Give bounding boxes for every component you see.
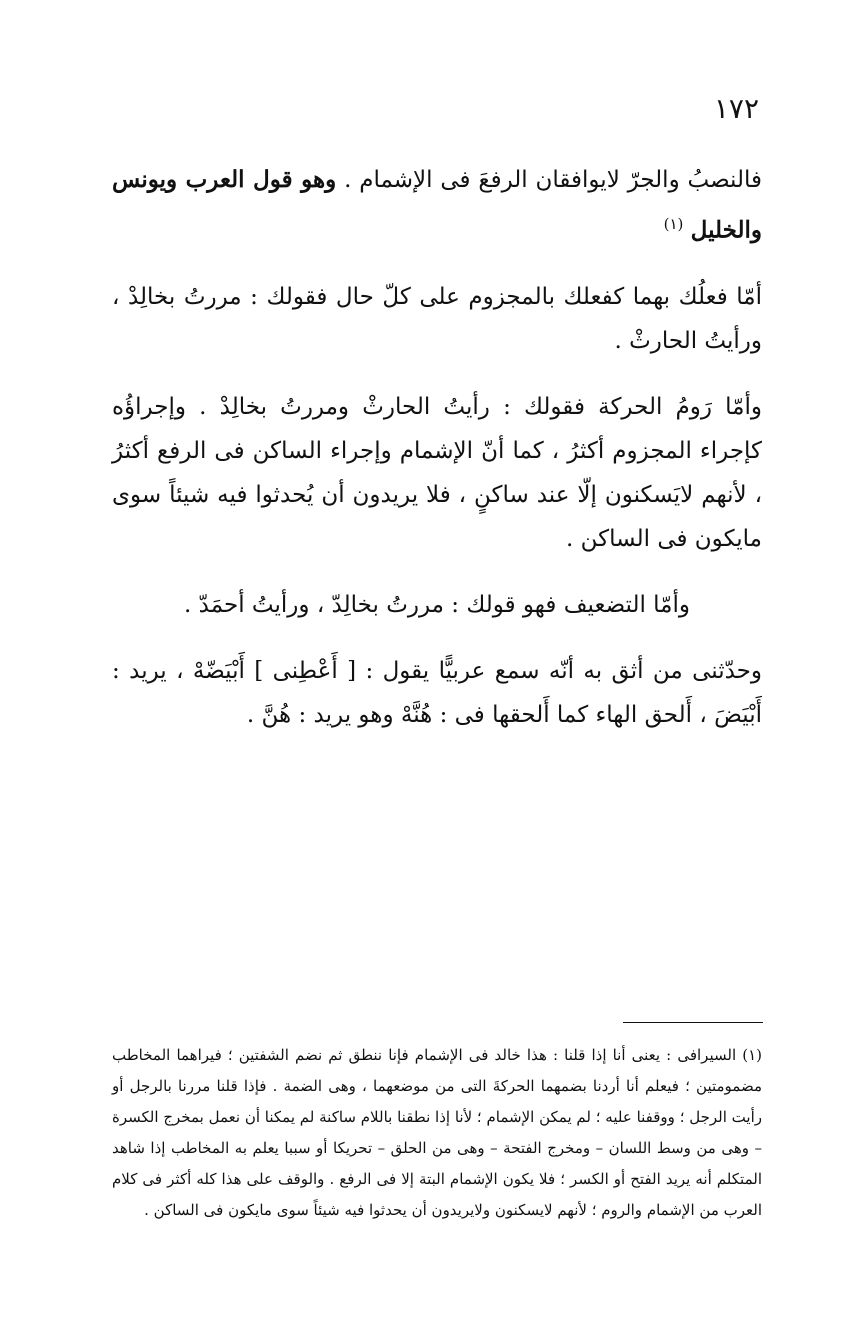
footnotes — [112, 1040, 762, 1226]
paragraph-4: وأمّا التضعيف فهو قولك : مررتُ بخالِدّ ، ورأيتُ أحمَدّ . — [184, 591, 690, 618]
footnote-divider — [623, 1022, 763, 1023]
page-number: ١٧٢ — [713, 92, 759, 125]
paragraph-3: وأمّا رَومُ الحركة فقولك : رأيتُ الحارثْ ومررتُ بخالِدْ . وإجراؤُه كإجراء المجزوم أكثرُ ، كما أنّ الإشمام وإجراء الساكن فى الرفع أكثرُ ، لأنهم لايَسكنون إلّا عند ساكنٍ ، فلا يريدون أن يُحدثوا فيه شيئاً سوى مايكون فى الساكن . — [112, 393, 762, 552]
main-text — [112, 158, 762, 759]
footnote-reference: (١) — [663, 215, 684, 233]
paragraph-1-bold-text: وهو قول العرب ويونس والخليل — [112, 166, 762, 244]
paragraph-2: أمّا فعلُك بهما كفعلك بالمجزوم على كلّ حال فقولك : مررتُ بخالِدْ ، ورأيتُ الحارثْ . — [112, 283, 762, 354]
footnote-1: (١) السيرافى : يعنى أنا إذا قلنا : هذا خالد فى الإشمام فإنا ننطق ثم نضم الشفتين ؛ فيراهما المخاطب مضمومتين ؛ فيعلم أنا أردنا بضمهما الحركةَ التى من موضعهما ، وهى الضمة . فإذا قلنا مررنا بالرجل أو رأيت الرجل ؛ ووقفنا عليه ؛ لم يمكن الإشمام ؛ لأنا إذا نطقنا باللام ساكنة لم يمكنا أن نعمل بمخرج الكسرة – وهى من وسط اللسان – ومخرج الفتحة – وهى من الحلق – تحريكا أو سببا يعلم به المخاطب إذا شاهد المتكلم أنه يريد الفتح أو الكسر ؛ فلا يكون الإشمام البتة إلا فى الرفع . والوقف على هذا كله أكثر فى كلام العرب من الإشمام والروم ؛ لأنهم لايسكنون ولايريدون أن يحدثوا فيه شيئاً سوى مايكون فى الساكن . — [112, 1046, 762, 1219]
paragraph-5: وحدّثنى من أثق به أنّه سمع عربيًّا يقول : [ أَعْطِنى ] أَبْيَضّهْ ، يريد : أَبْيَضَ ، أَلحق الهاء كما أَلحقها فى : هُنَّهْ وهو يريد : هُنَّ . — [112, 657, 762, 728]
paragraph-1 — [112, 158, 762, 253]
paragraph-1-text: فالنصبُ والجرّ لايوافقان الرفعَ فى الإشمام . — [344, 167, 762, 193]
